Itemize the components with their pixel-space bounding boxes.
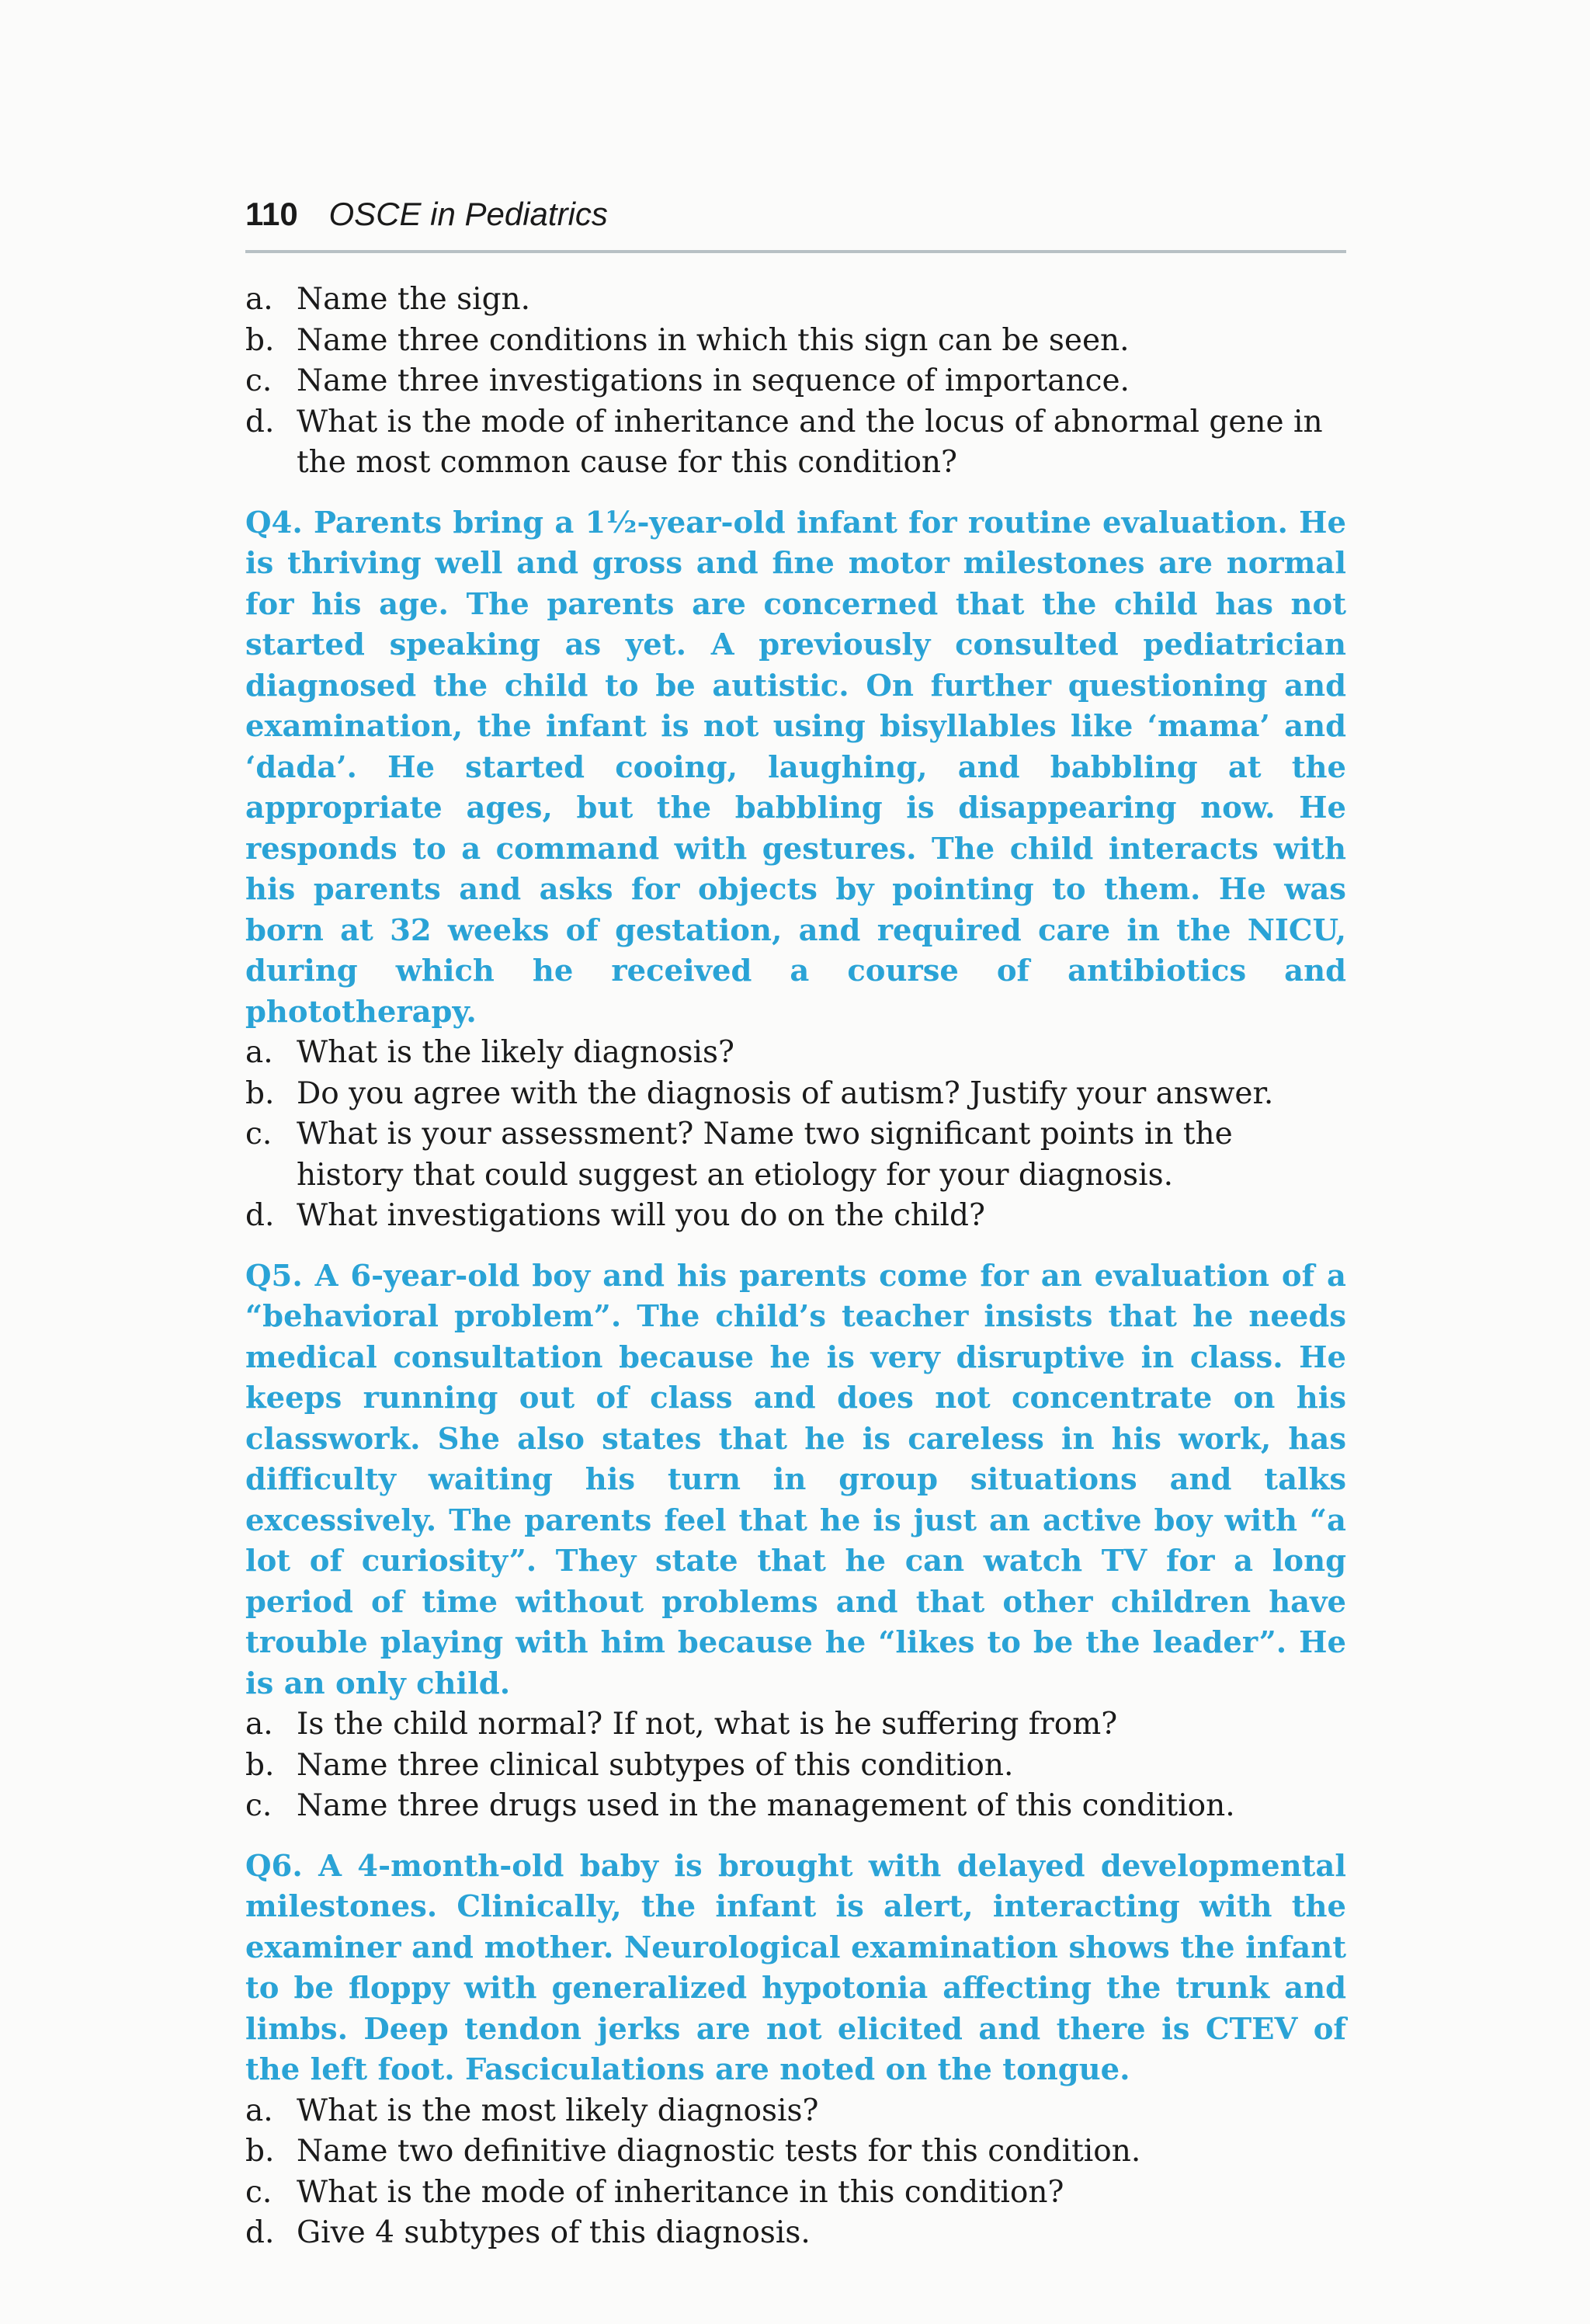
- q6-stem: Q6. A 4-month-old baby is brought with delayed developmental milestones. Clinically, the infant is alert, interacting with the examiner and mother. Neurological examination shows the infant to be floppy with generalized hypotonia affecting the trunk and limbs. Deep tendon jerks are not elicited and there is CTEV of the left foot. Fasciculations are noted on the tongue.: [245, 1848, 1346, 2087]
- item-letter: b.: [245, 322, 275, 358]
- item-letter: c.: [245, 1788, 273, 1823]
- list-item: [245, 280, 1346, 321]
- q3-subquestions: [245, 280, 1346, 484]
- item-letter: c.: [245, 1117, 273, 1152]
- item-text: Do you agree with the diagnosis of autism? Justify your answer.: [297, 1075, 1274, 1111]
- running-header: [245, 196, 1346, 233]
- item-text: What investigations will you do on the child?: [297, 1198, 985, 1233]
- item-letter: b.: [245, 1075, 275, 1111]
- item-text: Name three clinical subtypes of this condition.: [297, 1747, 1014, 1783]
- item-letter: b.: [245, 1747, 275, 1783]
- list-item: [245, 1704, 1346, 1746]
- item-text: What is your assessment? Name two significant points in the history that could suggest an etiology for your diagnosis.: [297, 1117, 1233, 1193]
- item-text: Name three conditions in which this sign can be seen.: [297, 322, 1130, 358]
- list-item: [245, 1786, 1346, 1827]
- list-item: [245, 2173, 1346, 2214]
- item-text: Name the sign.: [297, 282, 531, 317]
- item-letter: d.: [245, 404, 275, 439]
- list-item: [245, 361, 1346, 402]
- spacer: [245, 1237, 1346, 1256]
- item-text: What is the likely diagnosis?: [297, 1035, 734, 1070]
- list-item: [245, 2131, 1346, 2173]
- item-letter: a.: [245, 1035, 273, 1070]
- list-item: [245, 1074, 1346, 1115]
- item-text: What is the mode of inheritance in this condition?: [297, 2174, 1064, 2210]
- list-item: [245, 1033, 1346, 1074]
- q5-subquestions: [245, 1704, 1346, 1827]
- item-text: Is the child normal? If not, what is he suffering from?: [297, 1707, 1118, 1742]
- book-title: OSCE in Pediatrics: [328, 196, 608, 232]
- q4-stem: Q4. Parents bring a 1½-year-old infant for routine evaluation. He is thriving well and gross and fine motor milestones are normal for his age. The parents are concerned that the child has not started speaking as yet. A previously consulted pediatrician diagnosed the child to be autistic. On further questioning and examination, the infant is not using bisyllables like ‘mama’ and ‘dada’. He started cooing, laughing, and babbling at the appropriate ages, but the babbling is disappearing now. He responds to a command with gestures. The child interacts with his parents and asks for objects by pointing to them. He was born at 32 weeks of gestation, and required care in the NICU, during which he received a course of antibiotics and phototherapy.: [245, 505, 1346, 1030]
- list-item: [245, 2091, 1346, 2132]
- page-number: 110: [245, 196, 298, 232]
- item-letter: b.: [245, 2134, 275, 2169]
- spacer: [245, 1827, 1346, 1846]
- list-item: [245, 1746, 1346, 1787]
- item-text: What is the mode of inheritance and the locus of abnormal gene in the most common cause for this condition?: [297, 404, 1323, 480]
- item-letter: a.: [245, 1707, 273, 1742]
- item-text: Name three drugs used in the management of this condition.: [297, 1788, 1235, 1823]
- item-text: Name three investigations in sequence of importance.: [297, 363, 1130, 398]
- item-letter: a.: [245, 2093, 273, 2128]
- q5-stem: Q5. A 6-year-old boy and his parents come for an evaluation of a “behavioral problem”. The child’s teacher insists that he needs medical consultation because he is very disruptive in class. He keeps running out of class and does not concentrate on his classwork. She also states that he is careless in his work, has difficulty waiting his turn in group situations and talks excessively. The parents feel that he is just an active boy with “a lot of curiosity”. They state that he can watch TV for a long period of time without problems and that other children have trouble playing with him because he “likes to be the leader”. He is an only child.: [245, 1258, 1346, 1701]
- item-letter: c.: [245, 363, 273, 398]
- q6-subquestions: [245, 2091, 1346, 2254]
- list-item: [245, 402, 1346, 484]
- item-letter: d.: [245, 2215, 275, 2250]
- spacer: [245, 484, 1346, 503]
- page-content: [245, 280, 1346, 2254]
- header-rule: [245, 250, 1346, 253]
- item-text: Name two definitive diagnostic tests for this condition.: [297, 2134, 1141, 2169]
- q4-subquestions: [245, 1033, 1346, 1237]
- list-item: [245, 1196, 1346, 1237]
- item-letter: c.: [245, 2174, 273, 2210]
- list-item: [245, 2213, 1346, 2254]
- item-letter: a.: [245, 282, 273, 317]
- item-text: Give 4 subtypes of this diagnosis.: [297, 2215, 811, 2250]
- item-letter: d.: [245, 1198, 275, 1233]
- item-text: What is the most likely diagnosis?: [297, 2093, 819, 2128]
- list-item: [245, 321, 1346, 362]
- list-item: [245, 1114, 1346, 1196]
